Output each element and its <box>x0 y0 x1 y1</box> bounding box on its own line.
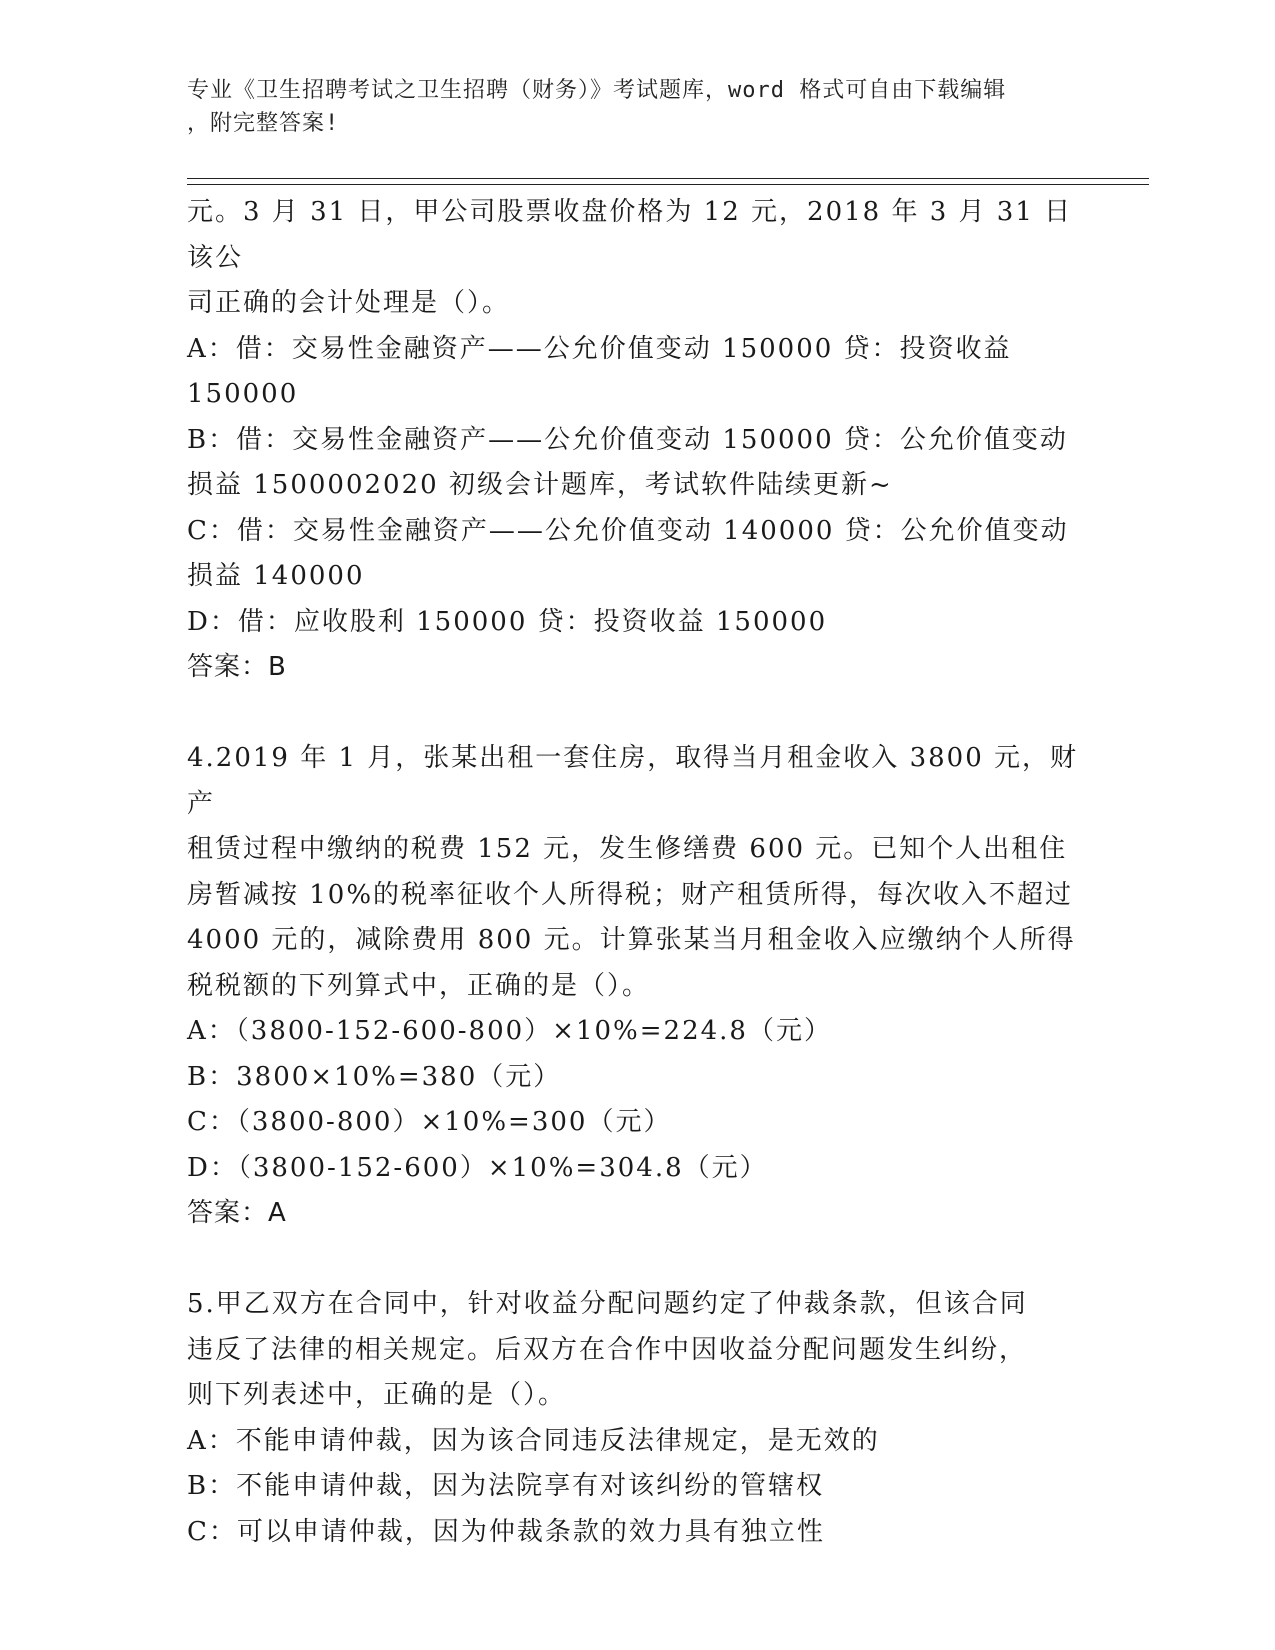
question-4 <box>187 736 1087 1237</box>
question-stem-line: 违反了法律的相关规定。后双方在合作中因收益分配问题发生纠纷， <box>187 1334 1028 1365</box>
option-a-line: 150000 <box>187 379 299 409</box>
document-body <box>187 190 1087 1555</box>
question-stem-line: 元。3 月 31 日，甲公司股票收盘价格为 12 元，2018 年 3 月 31 日该公 <box>187 197 1073 273</box>
option-b-line: B：不能申请仲裁，因为法院享有对该纠纷的管辖权 <box>187 1471 825 1501</box>
option-c-line: C：借：交易性金融资产——公允价值变动 140000 贷：公允价值变动 <box>187 515 1069 546</box>
question-stem-line: 税税额的下列算式中，正确的是（）。 <box>187 970 651 1001</box>
header-line-2: ，附完整答案! <box>187 111 340 136</box>
question-stem-line: 租赁过程中缴纳的税费 152 元，发生修缮费 600 元。已知个人出租住 <box>187 834 1068 864</box>
option-b-line: 损益 1500002020 初级会计题库，考试软件陆续更新~ <box>187 470 893 500</box>
option-c-line: C：（3800-800）×10%=300（元） <box>187 1107 672 1137</box>
page-header <box>187 74 1067 140</box>
question-stem-line: 司正确的会计处理是（）。 <box>187 288 511 318</box>
question-stem-line: 4000 元的，减除费用 800 元。计算张某当月租金收入应缴纳个人所得 <box>187 925 1076 955</box>
option-a-line: A：借：交易性金融资产——公允价值变动 150000 贷：投资收益 <box>187 333 1012 364</box>
question-stem-line: 4.2019 年 1 月，张某出租一套住房，取得当月租金收入 3800 元，财产 <box>187 743 1079 819</box>
option-c-line: 损益 140000 <box>187 561 365 591</box>
question-stem-line: 房暂减按 10%的税率征收个人所得税；财产租赁所得，每次收入不超过 <box>187 879 1074 910</box>
option-d-line: D：借：应收股利 150000 贷：投资收益 150000 <box>187 606 828 637</box>
answer-label: 答案：A <box>187 1198 287 1228</box>
header-rule-bottom <box>187 184 1149 185</box>
spacer <box>187 1237 1087 1283</box>
header-rule-top <box>187 178 1149 179</box>
question-stem-line: 5.甲乙双方在合同中，针对收益分配问题约定了仲裁条款，但该合同 <box>187 1289 1028 1319</box>
question-3 <box>187 190 1087 691</box>
option-c-line: C：可以申请仲裁，因为仲裁条款的效力具有独立性 <box>187 1516 825 1547</box>
option-d-line: D：（3800-152-600）×10%=304.8（元） <box>187 1152 768 1183</box>
option-a-line: A：（3800-152-600-800）×10%=224.8（元） <box>187 1016 832 1046</box>
question-5 <box>187 1282 1087 1555</box>
option-a-line: A：不能申请仲裁，因为该合同违反法律规定，是无效的 <box>187 1425 880 1456</box>
question-stem-line: 则下列表述中，正确的是（）。 <box>187 1380 567 1410</box>
answer-label: 答案：B <box>187 652 287 682</box>
header-line-1: 专业《卫生招聘考试之卫生招聘（财务）》考试题库，word 格式可自由下载编辑 <box>187 78 1007 103</box>
spacer <box>187 691 1087 737</box>
option-b-line: B：借：交易性金融资产——公允价值变动 150000 贷：公允价值变动 <box>187 424 1068 455</box>
option-b-line: B：3800×10%=380（元） <box>187 1061 562 1092</box>
